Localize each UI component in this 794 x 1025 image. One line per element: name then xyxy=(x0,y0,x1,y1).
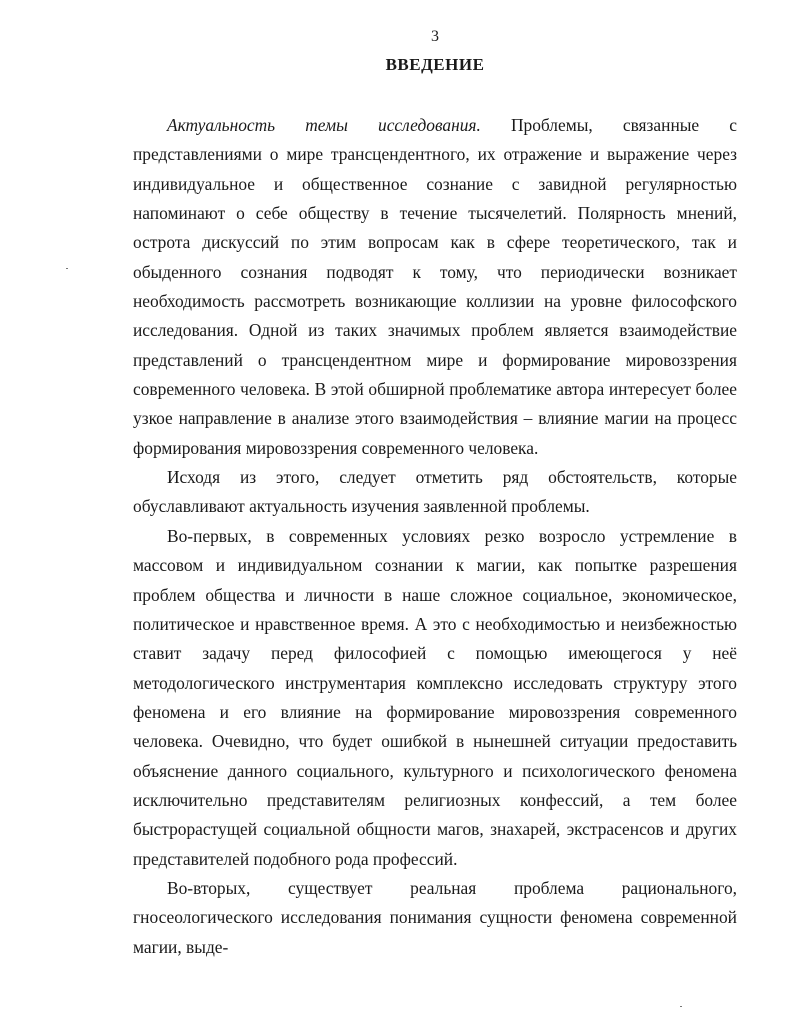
paragraph-first-point: Во-первых, в современных условиях резко возросло устремление в массовом и индивидуальном сознании к магии, как попытке разрешения проблем общества и личности в наше сложное социальное, экономическое, политическое и нравственное время. А это с необходимостью и неизбежностью ставит задачу перед философией с помощью имеющегося у неё методологического инструментария комплексно исследовать структуру этого феномена и его влияние на формирование мировоззрения современного человека. Очевидно, что будет ошибкой в нынешней ситуации предоставить объяснение данного социального, культурного и психологического феномена исключительно представителям религиозных конфессий, а тем более быстрорастущей социальной общности магов, знахарей, экстрасенсов и других представителей подобного рода профессий. xyxy=(133,525,737,869)
section-heading: ВВЕДЕНИЕ xyxy=(385,55,485,74)
page-number: 3 xyxy=(431,28,439,45)
scan-speck xyxy=(680,1006,682,1007)
paragraph-circumstances: Исходя из этого, следует отметить ряд обстоятельств, которые обуславливают актуальность изучения заявленной проблемы. xyxy=(133,467,737,517)
paragraph-second-point: Во-вторых, существует реальная проблема рационального, гносеологического исследования понимания сущности феномена современной магии, выде- xyxy=(133,877,737,957)
paragraph-relevance xyxy=(133,111,737,463)
paragraph-lead-italic: Актуальность темы исследования. xyxy=(167,115,481,135)
document-body xyxy=(133,111,737,962)
paragraph-text: Проблемы, связанные с представлениями о мире трансцендентного, их отражение и выражение через индивидуальное и общественное сознание с завидной регулярностью напоминают о себе обществу в течение тысячелетий. Полярность мнений, острота дискуссий по этим вопросам как в сфере теоретического, так и обыденного сознания подводят к тому, что периодически возникает необходимость рассмотреть возникающие коллизии на уровне философского исследования. Одной из таких значимых проблем является взаимодействие представлений о трансцендентном мире и формирование мировоззрения современного человека. В этой обширной проблематике автора интересует более узкое направление в анализе этого взаимодействия – влияние магии на процесс формирования мировоззрения современного человека. xyxy=(133,115,737,458)
scan-speck xyxy=(66,268,68,269)
